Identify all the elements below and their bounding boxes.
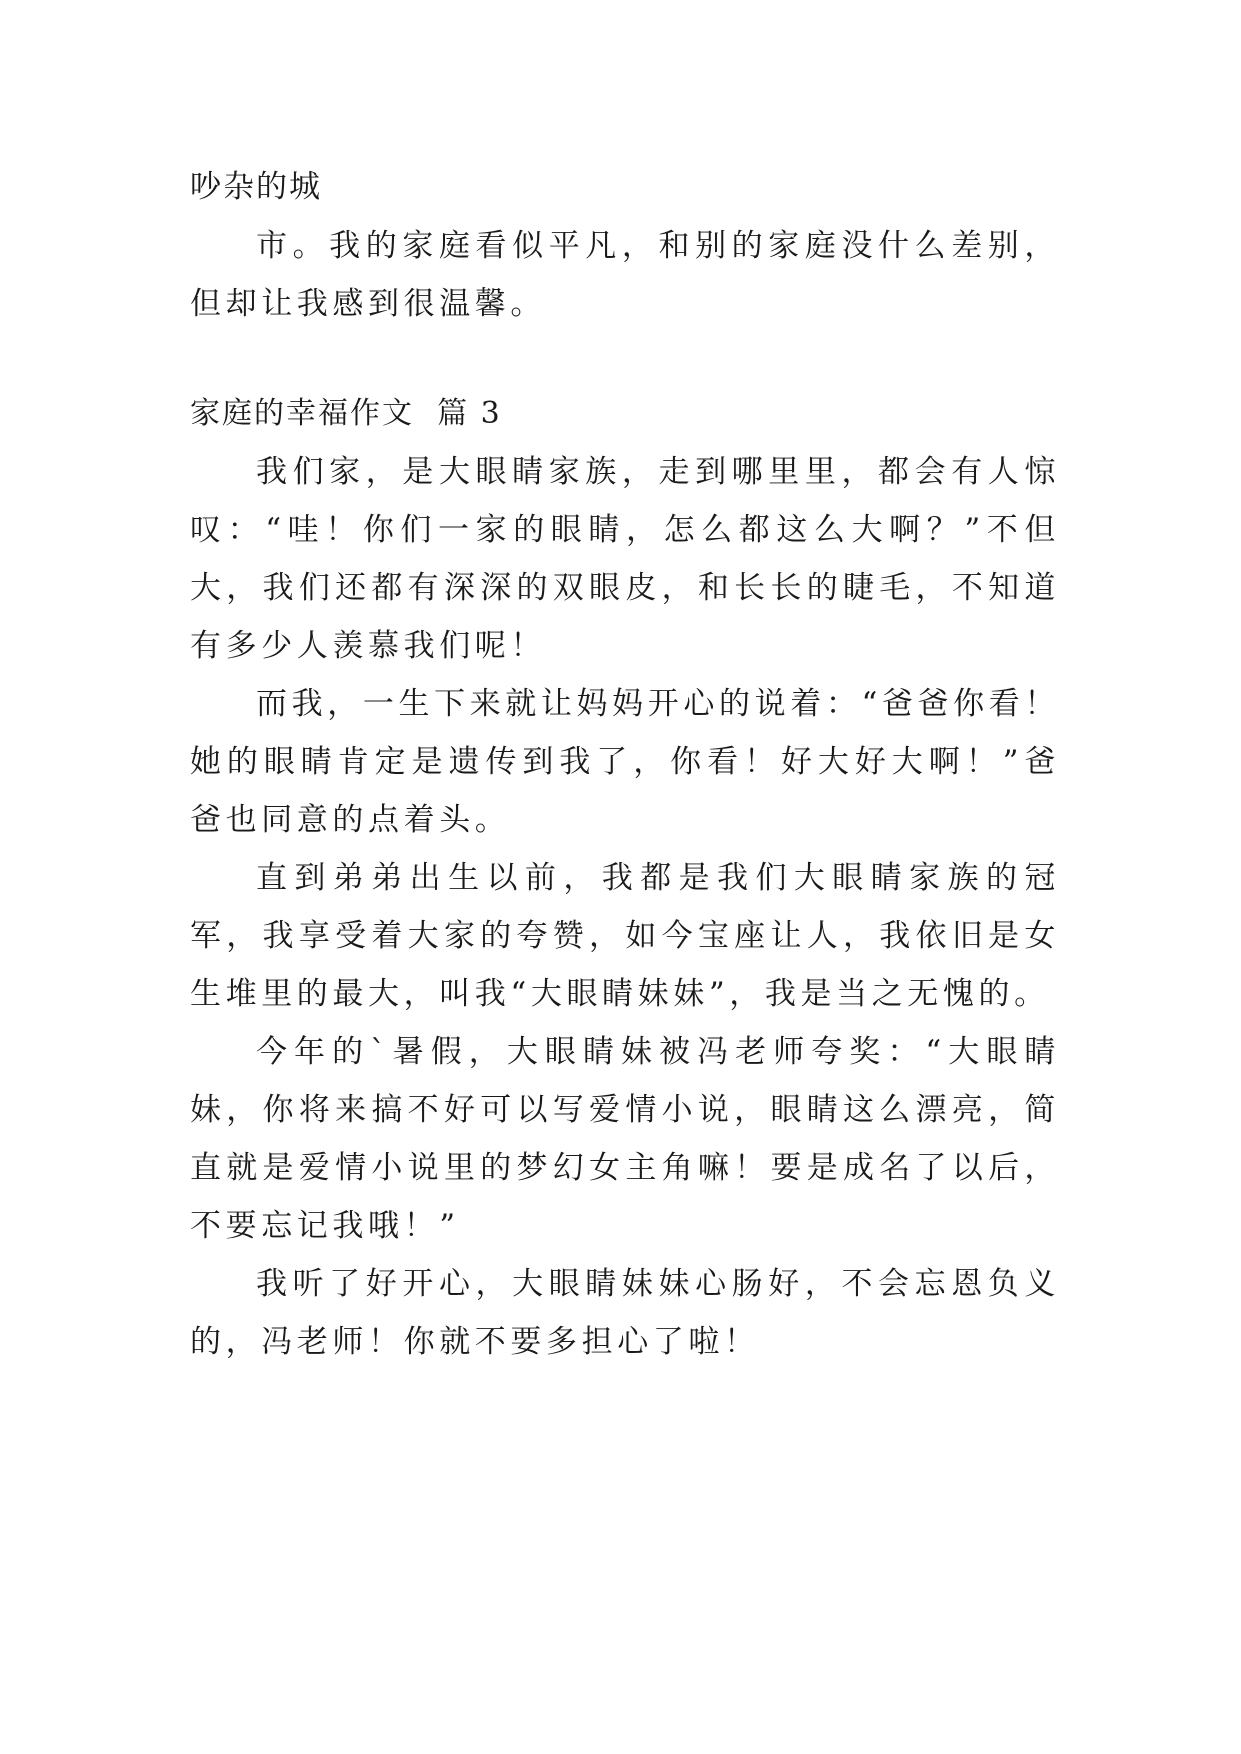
paragraph-5: 我听了好开心，大眼睛妹妹心肠好，不会忘恩负义的，冯老师！你就不要多担心了啦！	[190, 1266, 1060, 1360]
section-heading: 家庭的幸福作文 篇 3	[190, 396, 502, 431]
document-body	[190, 157, 1060, 1371]
section-spacer	[190, 333, 1060, 385]
first-line: 吵杂的城	[190, 169, 322, 205]
intro-paragraph: 市。我的家庭看似平凡，和别的家庭没什么差别，但却让我感到很温馨。	[190, 228, 1060, 322]
paragraph-3: 直到弟弟出生以前，我都是我们大眼睛家族的冠军，我享受着大家的夸赞，如今宝座让人，我依旧是女生堆里的最大，叫我“大眼睛妹妹”，我是当之无愧的。	[190, 860, 1060, 1012]
paragraph-1: 我们家，是大眼睛家族，走到哪里里，都会有人惊叹：“哇！你们一家的眼睛，怎么都这么大啊？”不但大，我们还都有深深的双眼皮，和长长的睫毛，不知道有多少人羡慕我们呢！	[190, 454, 1060, 664]
paragraph-2: 而我，一生下来就让妈妈开心的说着：“爸爸你看！她的眼睛肯定是遗传到我了，你看！好大好大啊！”爸爸也同意的点着头。	[190, 686, 1060, 838]
paragraph-4: 今年的`暑假，大眼睛妹被冯老师夸奖：“大眼睛妹，你将来搞不好可以写爱情小说，眼睛这么漂亮，简直就是爱情小说里的梦幻女主角嘛！要是成名了以后，不要忘记我哦！”	[190, 1034, 1060, 1244]
